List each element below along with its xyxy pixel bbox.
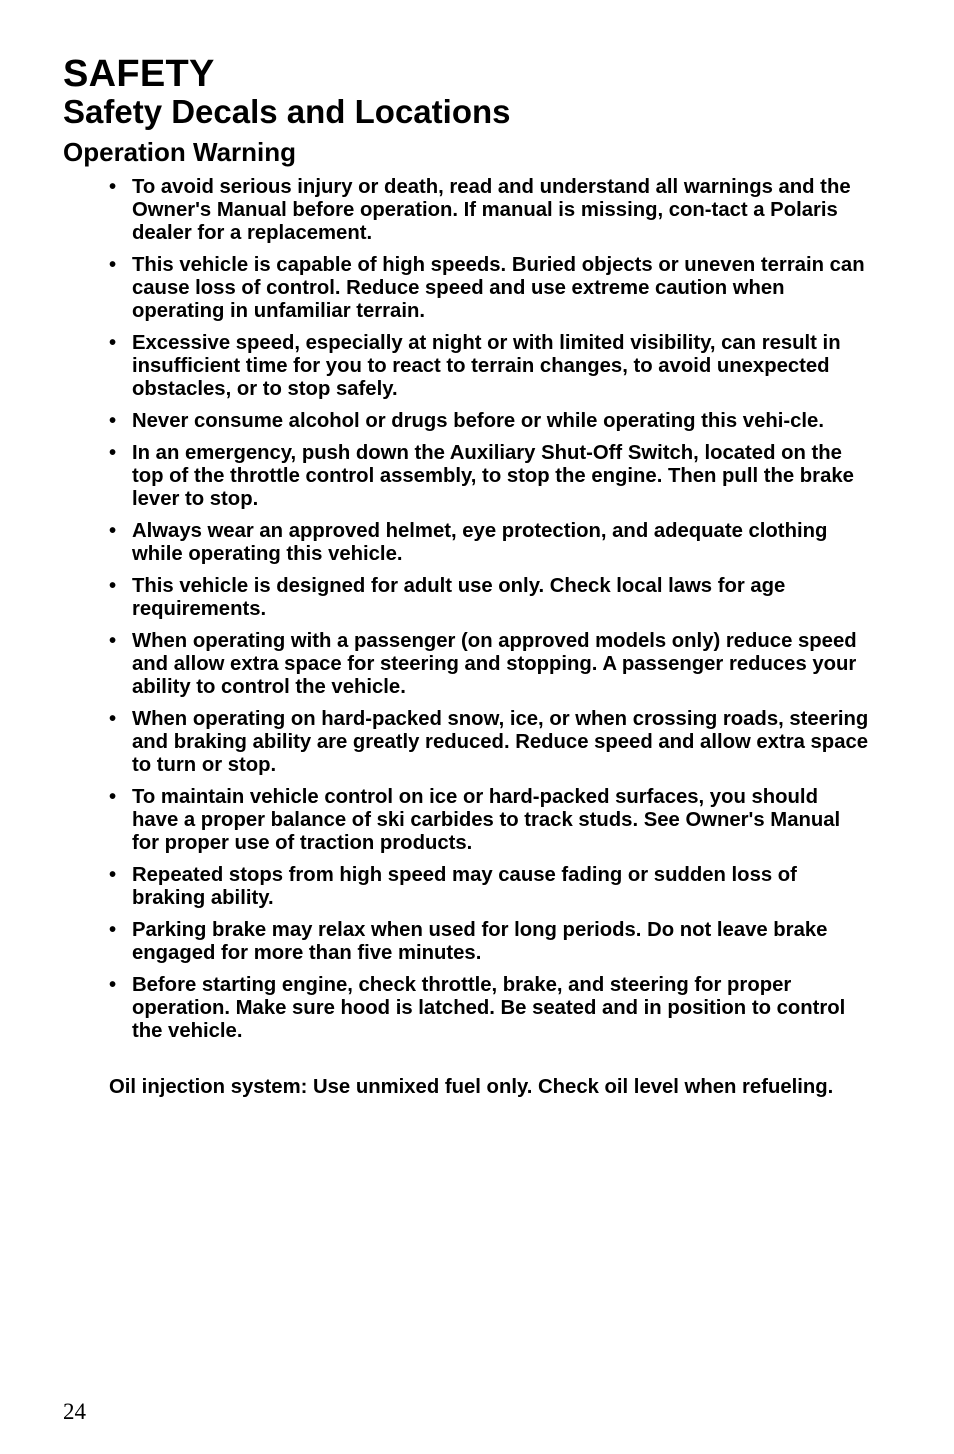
warning-text: To maintain vehicle control on ice or hard-packed surfaces, you should have a proper balance of ski carbides to track studs. See Owner's Manual for proper use of traction products.	[132, 786, 841, 854]
warning-item	[109, 864, 869, 910]
bullet-icon: •	[109, 332, 117, 354]
warning-text: Excessive speed, especially at night or with limited visibility, can result in insufficient time for you to react to terrain changes, to avoid unexpected obstacles, or to stop safely.	[132, 332, 841, 400]
bullet-icon: •	[109, 974, 117, 996]
warning-item	[109, 786, 869, 855]
bullet-icon: •	[109, 786, 117, 808]
warning-item	[109, 332, 869, 401]
warning-item	[109, 254, 869, 323]
warning-item	[109, 974, 869, 1043]
warning-text: Always wear an approved helmet, eye protection, and adequate clothing while operating this vehicle.	[132, 520, 828, 565]
bullet-icon: •	[109, 919, 117, 941]
bullet-icon: •	[109, 575, 117, 597]
warning-item	[109, 520, 869, 566]
section-title: Safety Decals and Locations	[63, 93, 511, 130]
bullet-icon: •	[109, 176, 117, 198]
warning-item	[109, 410, 869, 433]
warning-text: Repeated stops from high speed may cause fading or sudden loss of braking ability.	[132, 864, 797, 909]
chapter-title: SAFETY	[63, 53, 215, 95]
warning-text: To avoid serious injury or death, read and understand all warnings and the Owner's Manual before operation. If manual is missing, con-tact a Polaris dealer for a replacement.	[132, 176, 851, 244]
warning-text: This vehicle is designed for adult use only. Check local laws for age requirements.	[132, 575, 786, 620]
bullet-icon: •	[109, 520, 117, 542]
bullet-icon: •	[109, 254, 117, 276]
subsection-title: Operation Warning	[63, 137, 297, 167]
warning-text: This vehicle is capable of high speeds. Buried objects or uneven terrain can cause loss of control. Reduce speed and use extreme caution when operating in unfamiliar terrain.	[132, 254, 865, 322]
warning-item	[109, 630, 869, 699]
warning-text: Never consume alcohol or drugs before or while operating this vehi-cle.	[132, 410, 824, 432]
bullet-icon: •	[109, 410, 117, 432]
warning-text: When operating with a passenger (on approved models only) reduce speed and allow extra space for steering and stopping. A passenger reduces your ability to control the vehicle.	[132, 630, 857, 698]
warning-item	[109, 176, 869, 245]
warning-text: Parking brake may relax when used for long periods. Do not leave brake engaged for more than five minutes.	[132, 919, 828, 964]
operation-warning-list	[109, 176, 869, 1052]
bullet-icon: •	[109, 864, 117, 886]
warning-item	[109, 708, 869, 777]
oil-injection-note: Oil injection system: Use unmixed fuel only. Check oil level when refueling.	[109, 1076, 834, 1098]
warning-item	[109, 919, 869, 965]
bullet-icon: •	[109, 442, 117, 464]
warning-text: Before starting engine, check throttle, brake, and steering for proper operation. Make sure hood is latched. Be seated and in position to control the vehicle.	[132, 974, 846, 1042]
warning-item	[109, 442, 869, 511]
warning-item	[109, 575, 869, 621]
page-number: 24	[63, 1399, 86, 1424]
bullet-icon: •	[109, 630, 117, 652]
bullet-icon: •	[109, 708, 117, 730]
warning-text: When operating on hard-packed snow, ice, or when crossing roads, steering and braking ability are greatly reduced. Reduce speed and allow extra space to turn or stop.	[132, 708, 869, 776]
warning-text: In an emergency, push down the Auxiliary Shut-Off Switch, located on the top of the throttle control assembly, to stop the engine. Then pull the brake lever to stop.	[132, 442, 854, 510]
